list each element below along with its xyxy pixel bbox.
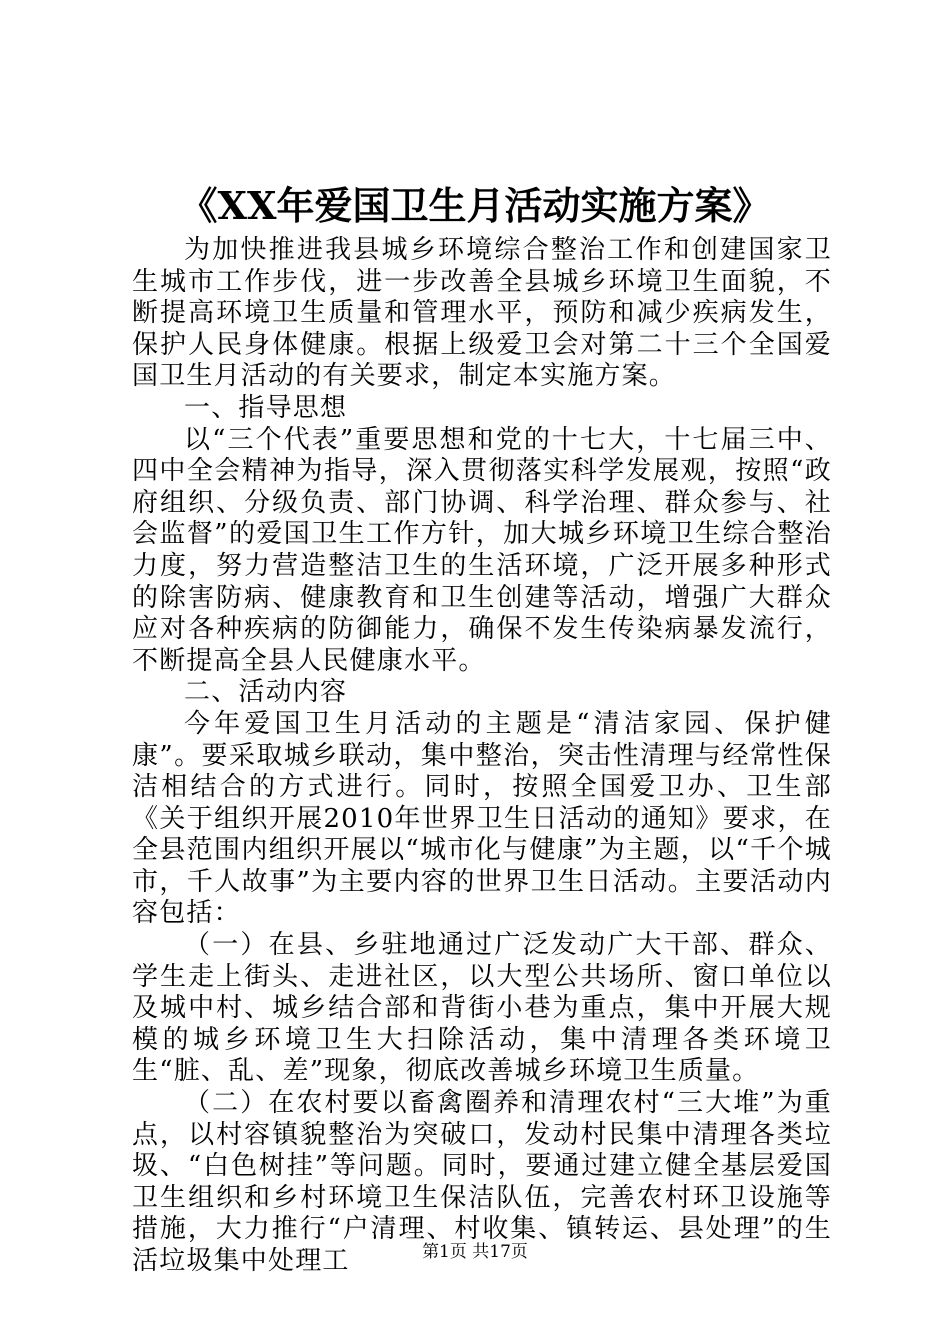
document-title: 《XX年爱国卫生月活动实施方案》 <box>179 183 771 228</box>
page-number-footer: 第1页 共17页 <box>422 1242 528 1262</box>
activity-item-1-paragraph: （一）在县、乡驻地通过广泛发动广大干部、群众、学生走上街头、走进社区，以大型公共场所、窗口单位以及城中村、城乡结合部和背街小巷为重点，集中开展大规模的城乡环境卫生大扫除活动，集中清理各类环境卫生“脏、乱、差”现象，彻底改善城乡环境卫生质量。 <box>132 930 832 1087</box>
intro-paragraph: 为加快推进我县城乡环境综合整治工作和创建国家卫生城市工作步伐，进一步改善全县城乡环境卫生面貌，不断提高环境卫生质量和管理水平，预防和减少疾病发生，保护人民身体健康。根据上级爱卫会对第二十三个全国爱国卫生月活动的有关要求，制定本实施方案。 <box>132 235 832 392</box>
activity-item-2-paragraph: （二）在农村要以畜禽圈养和清理农村“三大堆”为重点，以村容镇貌整治为突破口，发动村民集中清理各类垃圾、“白色树挂”等问题。同时，要通过建立健全基层爱国卫生组织和乡村环境卫生保洁队伍，完善农村环卫设施等措施，大力推行“户清理、村收集、镇转运、县处理”的生活垃圾集中处理工 <box>132 1088 832 1276</box>
section-heading-activity-content: 二、活动内容 <box>184 677 348 708</box>
document-body <box>132 235 832 1278</box>
section-heading-guiding-ideology: 一、指导思想 <box>184 392 348 423</box>
guiding-ideology-paragraph: 以“三个代表”重要思想和党的十七大，十七届三中、四中全会精神为指导，深入贯彻落实科学发展观，按照“政府组织、分级负责、部门协调、科学治理、群众参与、社会监督”的爱国卫生工作方针，加大城乡环境卫生综合整治力度，努力营造整洁卫生的生活环境，广泛开展多种形式的除害防病、健康教育和卫生创建等活动，增强广大群众应对各种疾病的防御能力，确保不发生传染病暴发流行，不断提高全县人民健康水平。 <box>132 424 832 676</box>
activity-theme-paragraph: 今年爱国卫生月活动的主题是“清洁家园、保护健康”。要采取城乡联动，集中整治，突击性清理与经常性保洁相结合的方式进行。同时，按照全国爱卫办、卫生部《关于组织开展2010年世界卫生日活动的通知》要求，在全县范围内组织开展以“城市化与健康”为主题，以“千个城市，千人故事”为主要内容的世界卫生日活动。主要活动内容包括： <box>132 708 832 929</box>
